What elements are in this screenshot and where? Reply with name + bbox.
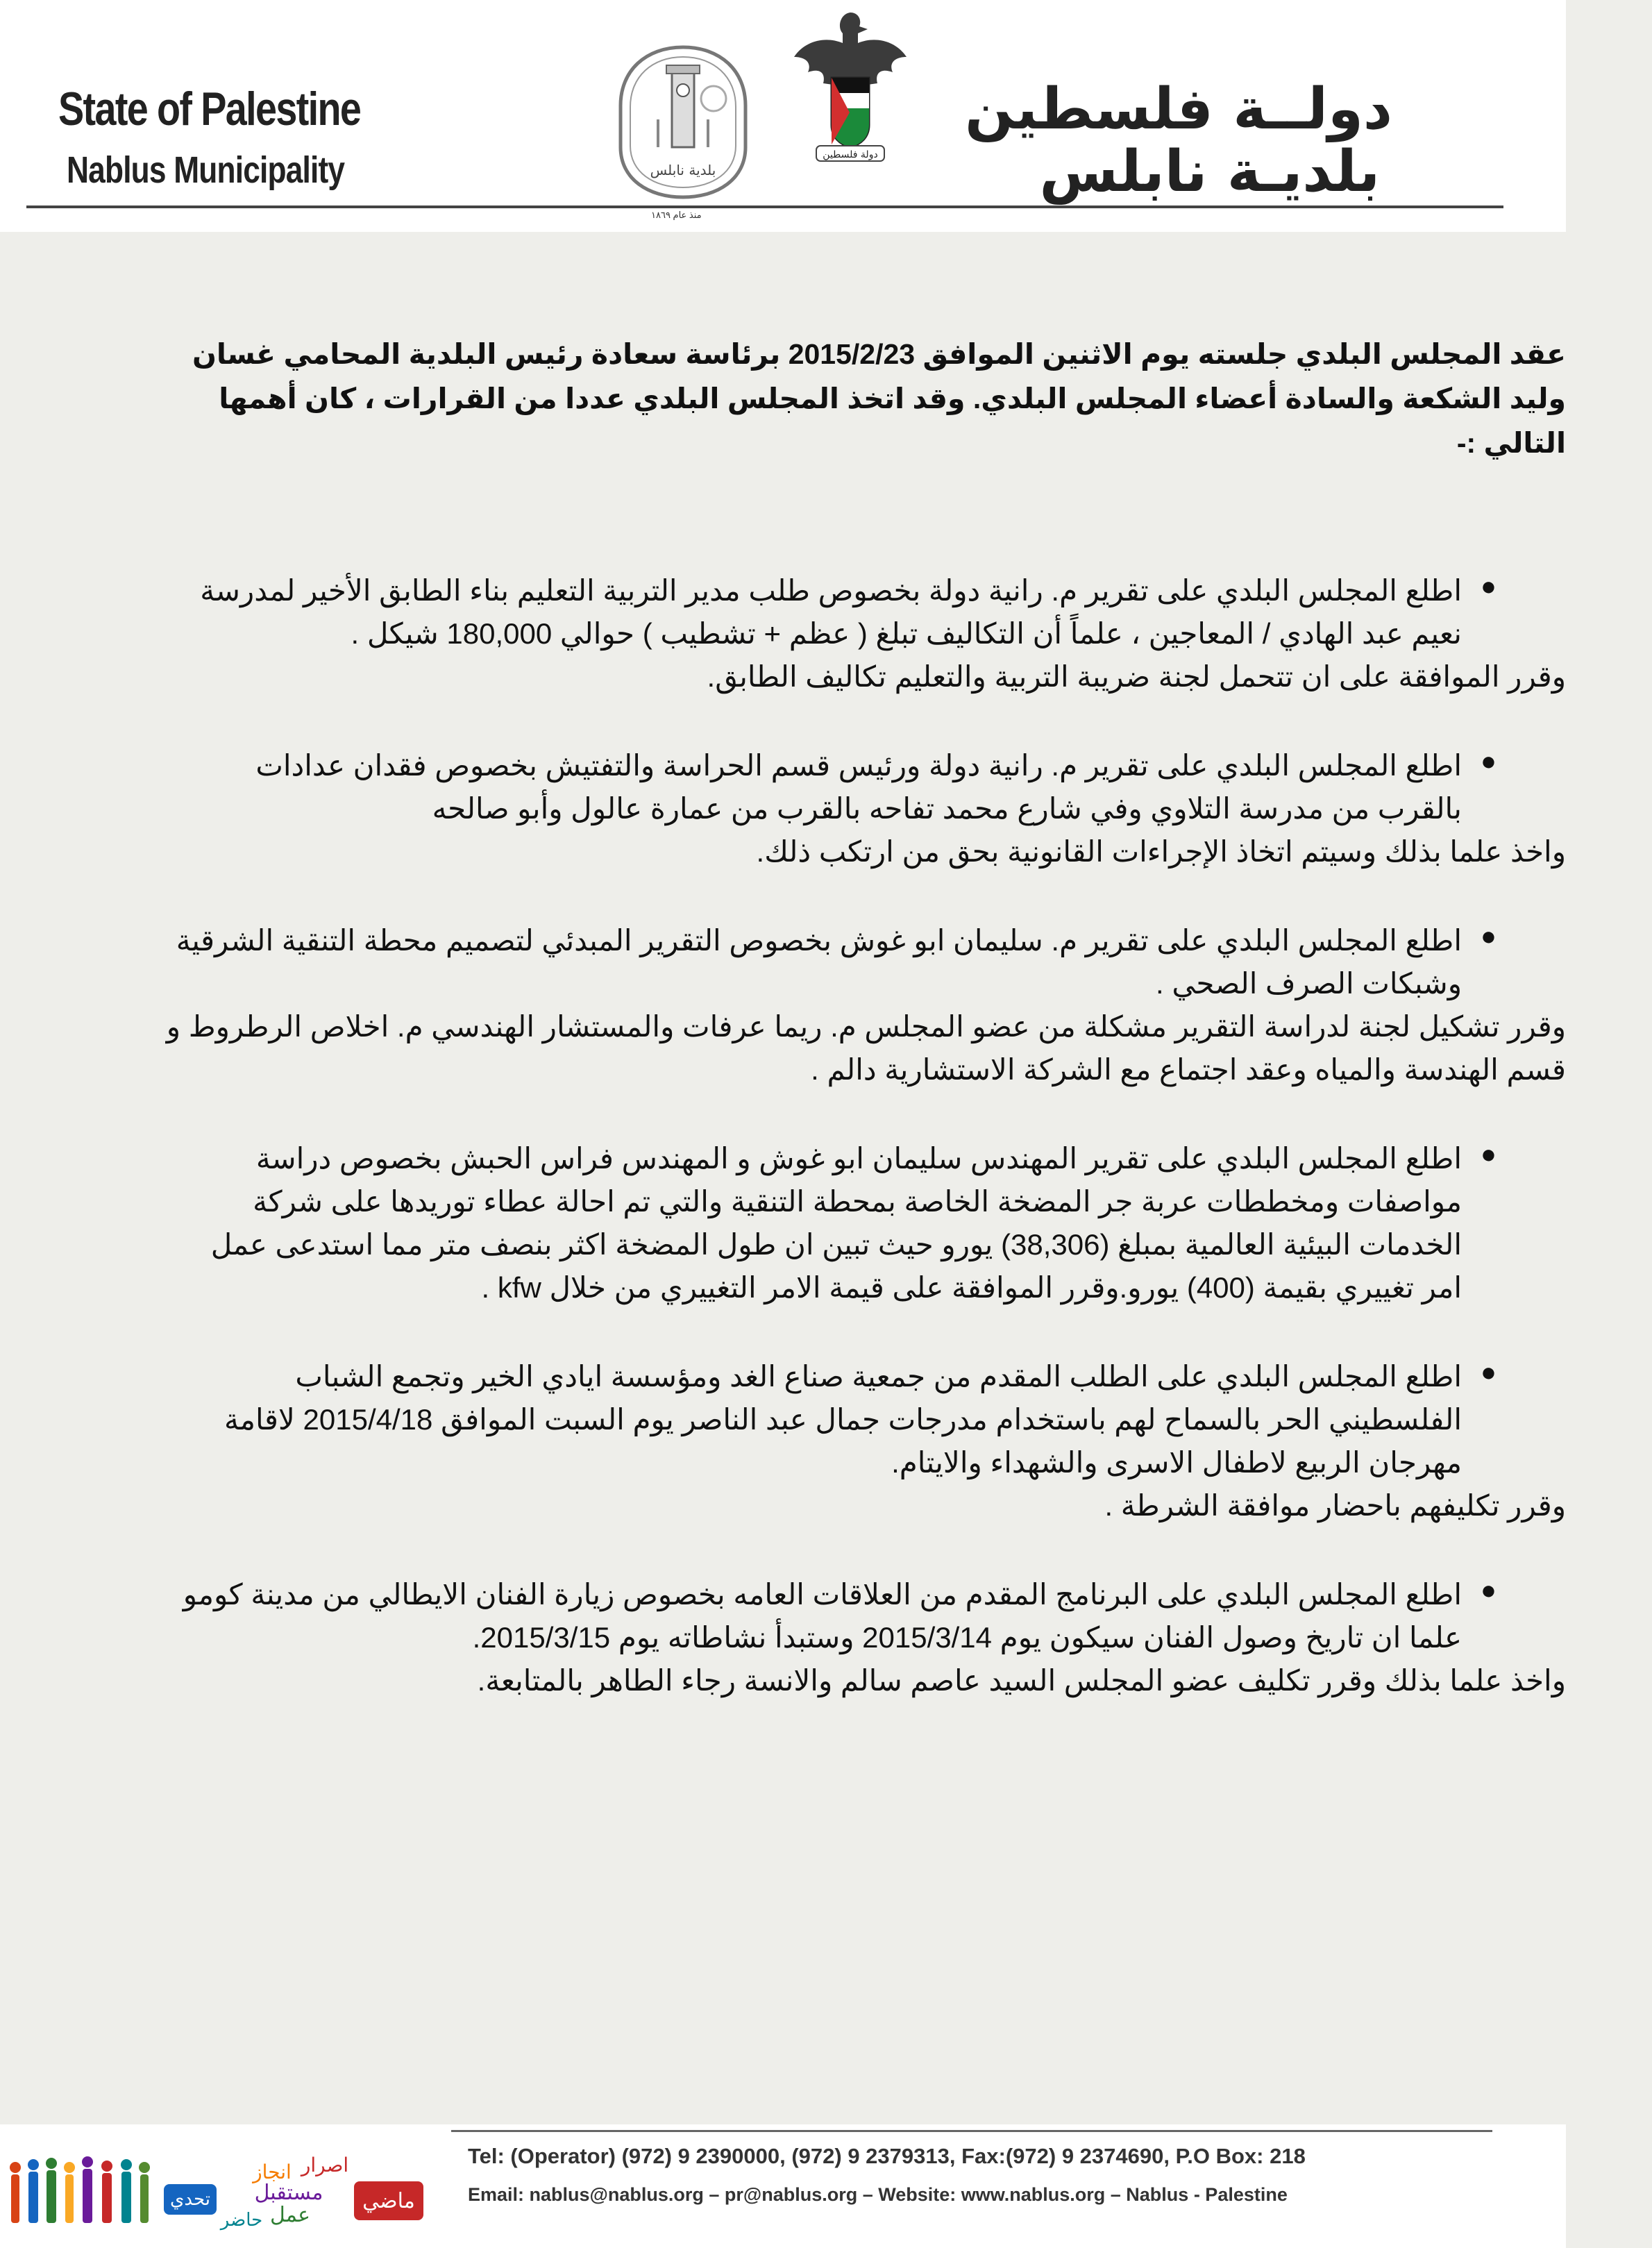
- state-of-palestine-title: State of Palestine: [58, 83, 361, 135]
- item-text: اطلع المجلس البلدي على البرنامج المقدم من العلاقات العامه بخصوص زيارة الفنان الايطالي من مدينة كومو علما ان تاريخ وصول الفنان سيكون يوم 2015/3/14 وستبدأ نشاطاته يوم 2015/3/15.: [183, 1578, 1462, 1654]
- municipality-seal-icon: [616, 43, 750, 201]
- bullet-icon: ●: [1481, 747, 1497, 776]
- slogan-word: مستقبل: [254, 2181, 323, 2205]
- item-decision: واخذ علما بذلك وسيتم اتخاذ الإجراءات القانونية بحق من ارتكب ذلك.: [756, 835, 1566, 868]
- item-decision: واخذ علما بذلك وقرر تكليف عضو المجلس السيد عاصم سالم والانسة رجاء الطاهر بالمتابعة.: [477, 1664, 1566, 1697]
- municipality-slogan-badge: [164, 2144, 435, 2241]
- people-figures-icon: [6, 2152, 158, 2229]
- bullet-icon: ●: [1481, 572, 1497, 601]
- emblem-label: دولة فلسطين: [823, 149, 878, 160]
- letter-footer: [0, 2124, 1566, 2248]
- decision-item: [139, 1573, 1566, 1702]
- letterhead: [0, 0, 1566, 232]
- minutes-body: [139, 332, 1566, 1748]
- bullet-icon: ●: [1481, 922, 1497, 951]
- item-decision: وقرر تكليفهم باحضار موافقة الشرطة .: [1104, 1489, 1566, 1522]
- contact-phone-line: Tel: (Operator) (972) 9 2390000, (972) 9 2379313, Fax:(972) 9 2374690, P.O Box: 218: [468, 2144, 1306, 2168]
- item-text: اطلع المجلس البلدي على الطلب المقدم من جمعية صناع الغد ومؤسسة ايادي الخير وتجمع الشباب الفلسطيني الحر بالسماح لهم باستخدام مدرجات جمال عبد الناصر يوم السبت الموافق 2015/4/18 لاقامة مهرجان الربيع لاطفال الاسرى والشهداء والايتام.: [224, 1360, 1462, 1479]
- seal-label: بلدية نابلس: [650, 162, 716, 178]
- arabic-municipality-subtitle: بلديـة نابلس: [1039, 139, 1380, 205]
- palestine-eagle-emblem-icon: [791, 8, 909, 165]
- decision-item: [139, 569, 1566, 698]
- nablus-municipality-subtitle: Nablus Municipality: [67, 149, 345, 191]
- item-text: اطلع المجلس البلدي على تقرير المهندس سليمان ابو غوش و المهندس فراس الحبش بخصوص دراسة مواصفات ومخططات عربة جر المضخة الخاصة بمحطة التنقية والتي تم احالة عطاء توريدها على شركة الخدمات البيئية العالمية بمبلغ (38,306) يورو حيث تبين ان طول المضخة اكثر بنصف متر مما استدعى عمل امر تغييري بقيمة (400) يورو.وقرر الموافقة على قيمة الامر التغييري من خلال kfw .: [210, 1142, 1462, 1304]
- decision-item: [139, 1355, 1566, 1527]
- decision-item: [139, 1137, 1566, 1309]
- item-text: اطلع المجلس البلدي على تقرير م. سليمان ابو غوش بخصوص التقرير المبدئي لتصميم محطة التنقية الشرقية وشبكات الصرف الصحي .: [176, 924, 1462, 1000]
- slogan-word: انجاز: [253, 2161, 292, 2183]
- since-label: منذ عام ١٨٦٩: [651, 210, 702, 220]
- bullet-icon: ●: [1481, 1358, 1497, 1387]
- arabic-state-title: دولــة فلسطين: [965, 76, 1392, 142]
- slogan-word: عمل: [270, 2203, 310, 2227]
- item-text: اطلع المجلس البلدي على تقرير م. رانية دولة ورئيس قسم الحراسة والتفتيش بخصوص فقدان عدادات بالقرب من مدرسة التلاوي وفي شارع محمد تفاحه بالقرب من عمارة عالول وأبو صالحه: [255, 749, 1462, 825]
- decision-item: [139, 919, 1566, 1091]
- meeting-intro: عقد المجلس البلدي جلسته يوم الاثنين الموافق 2015/2/23 برئاسة سعادة رئيس البلدية المحامي غسان وليد الشكعة والسادة أعضاء المجلس البلدي. وقد اتخذ المجلس البلدي عددا من القرارات ، كان أهمها التالي :-: [192, 338, 1566, 459]
- item-decision: وقرر تشكيل لجنة لدراسة التقرير مشكلة من عضو المجلس م. ريما عرفات والمستشار الهندسي م. اخلاص الرطروط و قسم الهندسة والمياه وعقد اجتماع مع الشركة الاستشارية دالم .: [166, 1010, 1566, 1086]
- bullet-icon: ●: [1481, 1576, 1497, 1605]
- header-divider: [26, 205, 1503, 208]
- decision-item: [139, 744, 1566, 873]
- slogan-word: حاضر: [220, 2210, 263, 2231]
- slogan-word: اصرار: [301, 2154, 349, 2176]
- slogan-word: تحدي: [169, 2189, 211, 2210]
- contact-email-line: Email: nablus@nablus.org – pr@nablus.org – Website: www.nablus.org – Nablus - Palestine: [468, 2184, 1288, 2205]
- footer-divider: [451, 2130, 1492, 2132]
- item-text: اطلع المجلس البلدي على تقرير م. رانية دولة بخصوص طلب مدير التربية التعليم بناء الطابق الأخير لمدرسة نعيم عبد الهادي / المعاجين ، علماً أن التكاليف تبلغ ( عظم + تشطيب ) حوالي 180,000 شيكل .: [200, 574, 1462, 650]
- bullet-icon: ●: [1481, 1140, 1497, 1169]
- slogan-word: ماضي: [362, 2189, 415, 2213]
- item-decision: وقرر الموافقة على ان تتحمل لجنة ضريبة التربية والتعليم تكاليف الطابق.: [707, 660, 1566, 693]
